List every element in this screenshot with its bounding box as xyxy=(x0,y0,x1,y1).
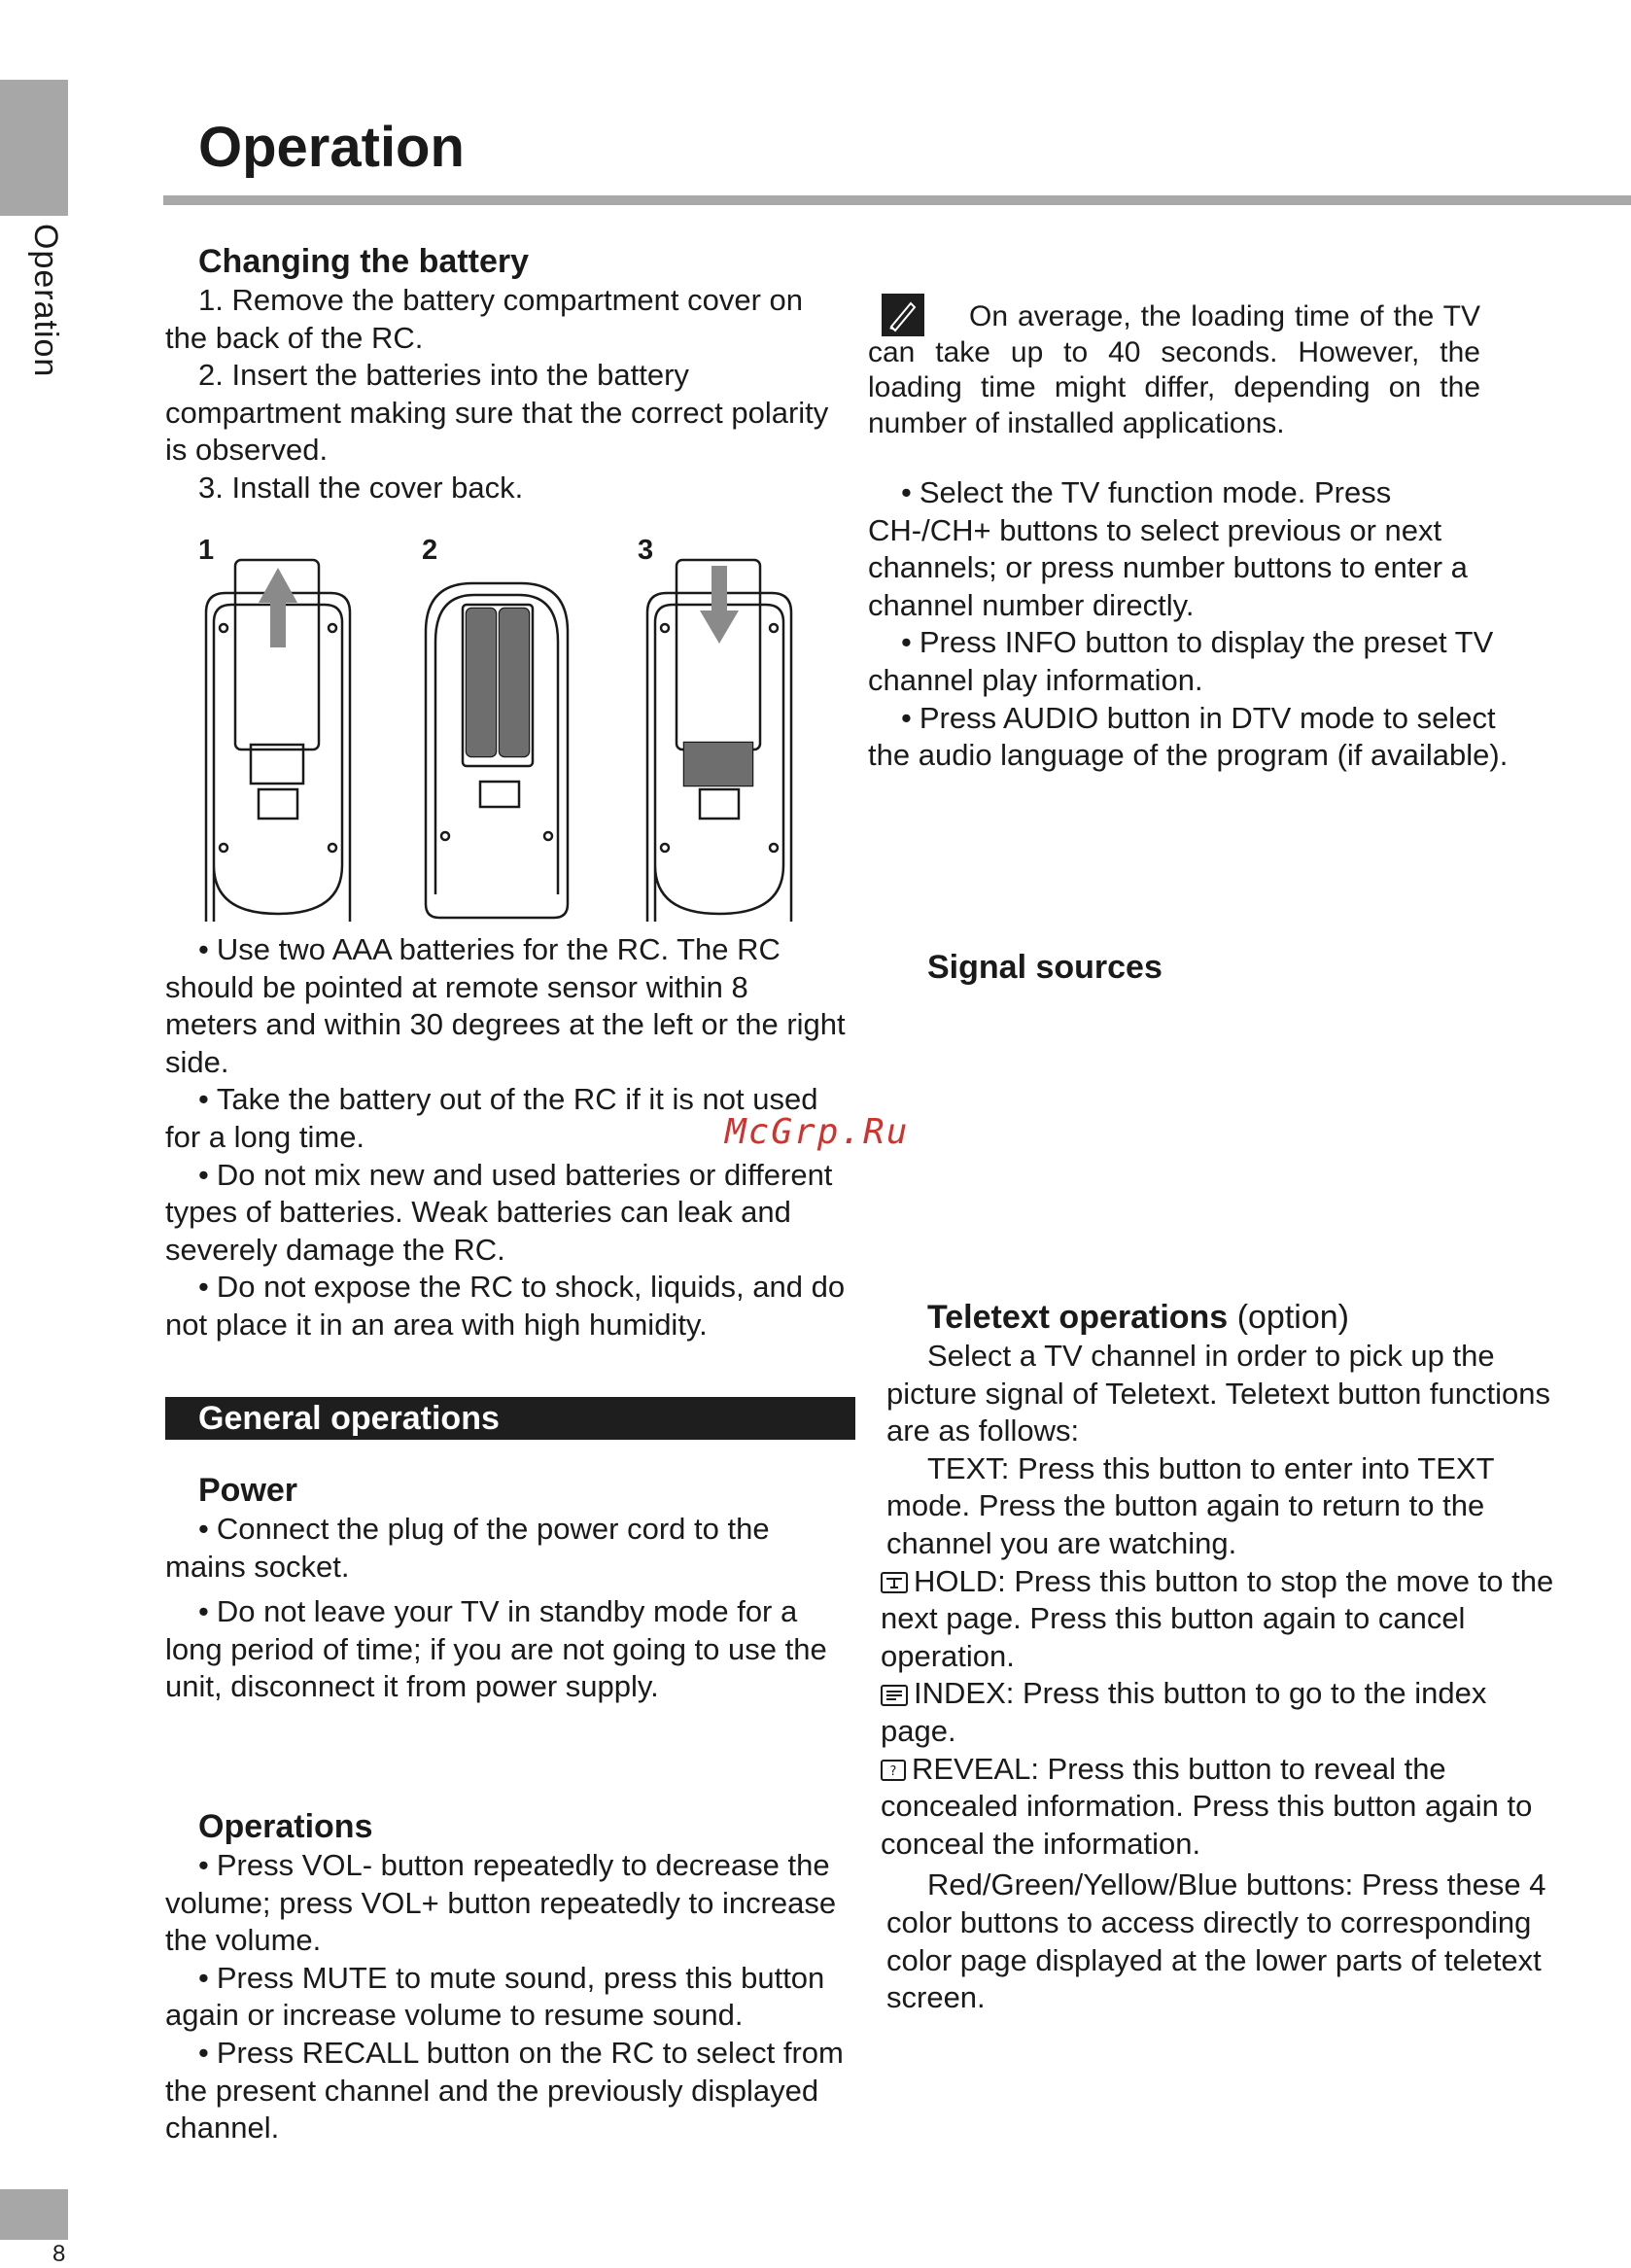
power-heading: Power xyxy=(198,1472,298,1509)
tv-item-1: • Select the TV function mode. Press CH-/CH+ buttons to select previous or next channels; or press number buttons to enter a channel number directly. xyxy=(868,474,1510,624)
battery-note-3: • Do not mix new and used batteries or different types of batteries. Weak batteries can leak and severely damage the RC. xyxy=(165,1157,846,1270)
reveal-item-text: REVEAL: Press this button to reveal the concealed information. Press this button again to conceal the information. xyxy=(881,1751,1533,1861)
operations-item-2: • Press MUTE to mute sound, press this button again or increase volume to resume sound. xyxy=(165,1960,865,2035)
battery-heading: Changing the battery xyxy=(198,243,530,280)
side-tab xyxy=(0,80,68,216)
figure-label-2: 2 xyxy=(422,535,438,566)
power-item-2: • Do not leave your TV in standby mode for a long period of time; if you are not going to use the unit, disconnect it from power supply. xyxy=(165,1593,846,1706)
hold-item-text: HOLD: Press this button to stop the move to the next page. Press this button again to cancel operation. xyxy=(881,1563,1554,1673)
teletext-heading-text: Teletext operations xyxy=(927,1299,1229,1336)
operations-section xyxy=(165,1806,865,2147)
index-item-text: INDEX: Press this button to go to the index page. xyxy=(881,1676,1487,1748)
tv-items xyxy=(868,474,1510,775)
teletext-hold-item xyxy=(881,1563,1557,1676)
watermark: McGrp.Ru xyxy=(725,1112,910,1152)
teletext-heading xyxy=(886,1297,1557,1338)
battery-note-1: • Use two AAA batteries for the RC. The RC should be pointed at remote sensor within 8 meters and within 30 degrees at the left or the right side. xyxy=(165,931,846,1081)
side-label: Operation xyxy=(27,224,64,378)
general-operations-bar: General operations xyxy=(165,1397,855,1440)
battery-step-3: 3. Install the cover back. xyxy=(198,470,524,505)
teletext-section xyxy=(881,1297,1557,2017)
index-icon xyxy=(881,1685,908,1706)
teletext-index-item xyxy=(881,1675,1557,1750)
battery-figure xyxy=(191,535,813,924)
operations-item-1: • Press VOL- button repeatedly to decrease the volume; press VOL+ button repeatedly to increase the volume. xyxy=(165,1847,865,1960)
page-title: Operation xyxy=(198,116,465,179)
operations-heading: Operations xyxy=(198,1808,373,1845)
teletext-color-item: Red/Green/Yellow/Blue buttons: Press these 4 color buttons to access directly to corresponding color page displayed at the lower parts of teletext screen. xyxy=(886,1867,1546,2015)
figure-label-3: 3 xyxy=(638,535,654,566)
arrow-up-icon xyxy=(259,568,297,647)
title-rule xyxy=(163,195,1631,205)
battery-step-1: 1. Remove the battery compartment cover on the back of the RC. xyxy=(165,283,804,355)
tv-item-3: • Press AUDIO button in DTV mode to select the audio language of the program (if available). xyxy=(868,700,1510,775)
remote-illustration xyxy=(191,535,813,924)
operations-item-3: • Press RECALL button on the RC to select from the present channel and the previously displayed channel. xyxy=(165,2035,865,2147)
battery-note-2: • Take the battery out of the RC if it is not used for a long time. xyxy=(165,1081,846,1156)
reveal-icon xyxy=(881,1760,906,1781)
teletext-reveal-item xyxy=(881,1751,1557,1864)
loading-note: On average, the loading time of the TV can take up to 40 seconds. However, the loading time might differ, depending on the number of installed applications. xyxy=(868,300,1480,439)
figure-label-1: 1 xyxy=(198,535,215,566)
hold-icon xyxy=(881,1572,908,1593)
teletext-intro: Select a TV channel in order to pick up the picture signal of Teletext. Teletext button functions are as follows: xyxy=(886,1339,1550,1448)
footer-tab xyxy=(0,2189,68,2240)
battery-step-2: 2. Insert the batteries into the battery compartment making sure that the correct polarity is observed. xyxy=(165,358,829,468)
power-item-1: • Connect the plug of the power cord to the mains socket. xyxy=(165,1511,846,1586)
tv-item-2: • Press INFO button to display the preset TV channel play information. xyxy=(868,624,1510,699)
teletext-text-item: TEXT: Press this button to enter into TEXT mode. Press the button again to return to the channel you are watching. xyxy=(886,1450,1494,1560)
battery-note-4: • Do not expose the RC to shock, liquids, and do not place it in an area with high humidity. xyxy=(165,1269,846,1343)
power-section xyxy=(165,1470,846,1706)
battery-section xyxy=(165,241,846,507)
teletext-option: (option) xyxy=(1236,1299,1349,1336)
signal-sources-heading: Signal sources xyxy=(927,949,1163,986)
page-number: 8 xyxy=(52,2241,66,2267)
svg-text:?: ? xyxy=(889,1764,897,1780)
